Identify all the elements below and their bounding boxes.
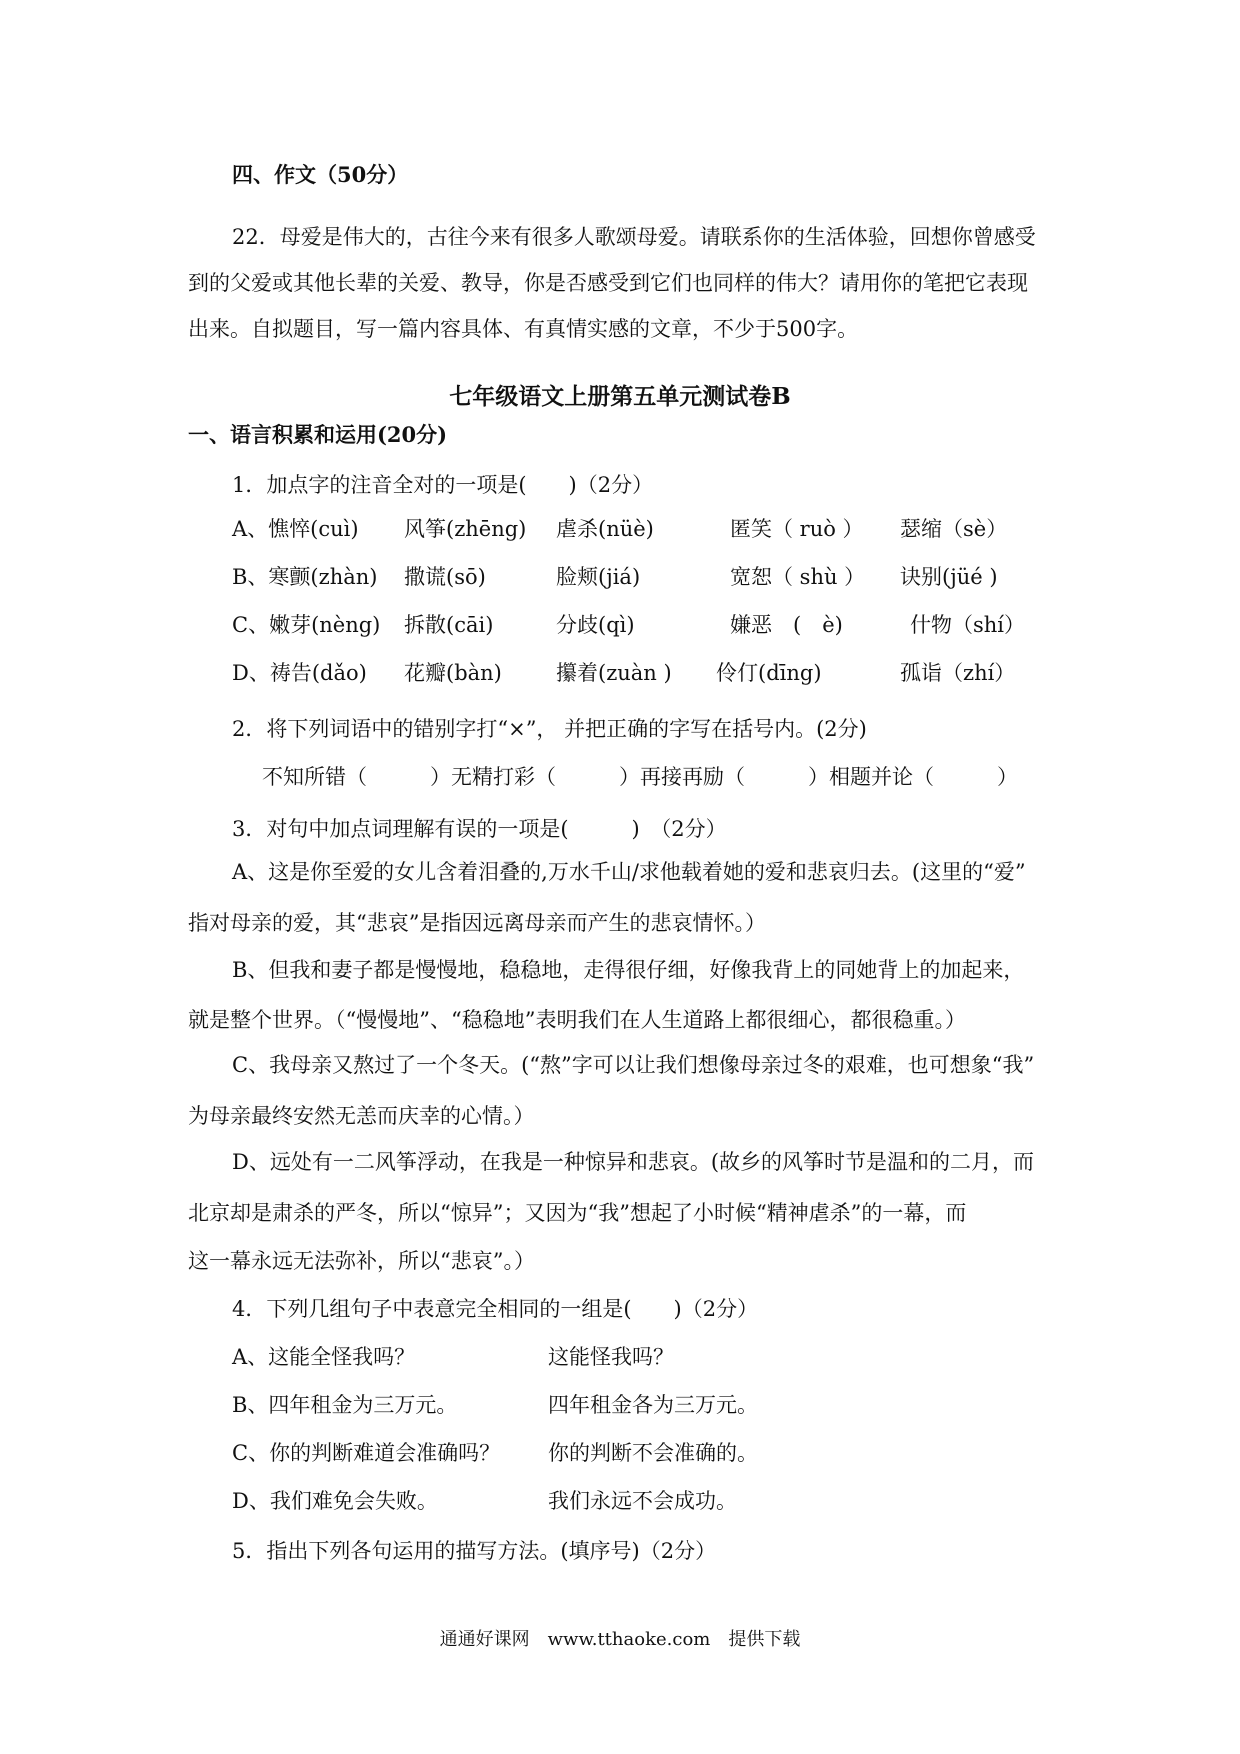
q3-option-a-line1: A、这是你至爱的女儿含着泪叠的,万水千山/求他载着她的爱和悲哀归去。(这里的“爱” xyxy=(232,860,1026,884)
q1-option-cell: 嫌恶 ( è) xyxy=(730,613,843,637)
q1-option-cell: 瑟缩（sè） xyxy=(900,517,1008,541)
q4-sentence: 四年租金各为三万元。 xyxy=(548,1393,758,1417)
q1-option-cell: 虐杀(nüè) xyxy=(556,517,654,541)
q4-stem: 4．下列几组句子中表意完全相同的一组是( )（2分） xyxy=(232,1297,759,1321)
q1-option-cell: 撒谎(sō) xyxy=(404,565,486,589)
q1-option-cell: A、憔悴(cuì) xyxy=(232,517,359,541)
q1-option-cell: B、寒颤(zhàn) xyxy=(232,565,378,589)
q1-option-cell: D、祷告(dǎo) xyxy=(232,661,367,685)
q4-sentence: D、我们难免会失败。 xyxy=(232,1489,438,1513)
q3-option-a-line2: 指对母亲的爱，其“悲哀”是指因远离母亲而产生的悲哀情怀。） xyxy=(188,911,766,935)
q1-option-cell: 匿笑（ ruò ） xyxy=(730,517,864,541)
q22-line3: 出来。自拟题目，写一篇内容具体、有真情实感的文章，不少于500字。 xyxy=(188,317,859,341)
q4-sentence: 你的判断不会准确的。 xyxy=(548,1441,758,1465)
test-title: 七年级语文上册第五单元测试卷B xyxy=(449,383,791,410)
q3-stem: 3．对句中加点词理解有误的一项是( ) （2分） xyxy=(232,817,727,841)
q1-option-cell: 攥着(zuàn ) xyxy=(556,661,672,685)
q1-option-cell: 花瓣(bàn) xyxy=(404,661,502,685)
q4-sentence: C、你的判断难道会准确吗？ xyxy=(232,1441,501,1465)
q1-option-cell: C、嫩芽(nèng) xyxy=(232,613,381,637)
q22-line1: 22．母爱是伟大的，古往今来有很多人歌颂母爱。请联系你的生活体验，回想你曾感受 xyxy=(232,225,1036,249)
q1-option-cell: 风筝(zhēng) xyxy=(404,517,527,541)
q1-option-cell: 伶仃(dīng) xyxy=(716,661,822,685)
q4-sentence: 我们永远不会成功。 xyxy=(548,1489,737,1513)
q1-stem: 1．加点字的注音全对的一项是( )（2分） xyxy=(232,473,654,497)
q4-sentence: 这能怪我吗？ xyxy=(548,1345,674,1369)
q3-option-c-line1: C、我母亲又熬过了一个冬天。(“熬”字可以让我们想像母亲过冬的艰难，也可想象“我” xyxy=(232,1053,1035,1077)
q22-line2: 到的父爱或其他长辈的关爱、教导，你是否感受到它们也同样的伟大？请用你的笔把它表现 xyxy=(188,271,1028,295)
q1-option-cell: 拆散(cāi) xyxy=(404,613,494,637)
q1-option-cell: 分歧(qì) xyxy=(556,613,635,637)
q1-option-cell: 什物（shí） xyxy=(910,613,1026,637)
q5-stem: 5．指出下列各句运用的描写方法。(填序号)（2分） xyxy=(232,1539,717,1563)
q3-option-d-line3: 这一幕永远无法弥补，所以“悲哀”。） xyxy=(188,1249,535,1273)
q3-option-d-line1: D、远处有一二风筝浮动，在我是一种惊异和悲哀。(故乡的风筝时节是温和的二月，而 xyxy=(232,1150,1035,1174)
q1-option-cell: 诀别(jüé ) xyxy=(900,565,998,589)
section4-heading: 四、作文（50分） xyxy=(232,162,409,187)
q2-stem: 2．将下列词语中的错别字打“×”， 并把正确的字写在括号内。(2分) xyxy=(232,717,867,741)
q1-option-cell: 宽恕（ shù ） xyxy=(730,565,866,589)
q4-sentence: A、这能全怪我吗？ xyxy=(232,1345,416,1369)
q1-option-cell: 脸颊(jiá) xyxy=(556,565,641,589)
q3-option-c-line2: 为母亲最终安然无恙而庆幸的心情。） xyxy=(188,1104,535,1128)
q1-option-cell: 孤诣（zhí） xyxy=(900,661,1016,685)
q2-items: 不知所错（ ）无精打彩（ ）再接再励（ ）相题并论（ ） xyxy=(262,765,1018,789)
section1-heading: 一、语言积累和运用(20分) xyxy=(188,422,448,447)
q3-option-b-line2: 就是整个世界。（“慢慢地”、“稳稳地”表明我们在人生道路上都很细心，都很稳重。） xyxy=(188,1008,966,1032)
q3-option-d-line2: 北京却是肃杀的严冬，所以“惊异”；又因为“我”想起了小时候“精神虐杀”的一幕，而 xyxy=(188,1201,967,1225)
q3-option-b-line1: B、但我和妻子都是慢慢地，稳稳地，走得很仔细，好像我背上的同她背上的加起来， xyxy=(232,958,1025,982)
page-footer: 通通好课网 www.tthaoke.com 提供下载 xyxy=(439,1629,801,1650)
q4-sentence: B、四年租金为三万元。 xyxy=(232,1393,458,1417)
